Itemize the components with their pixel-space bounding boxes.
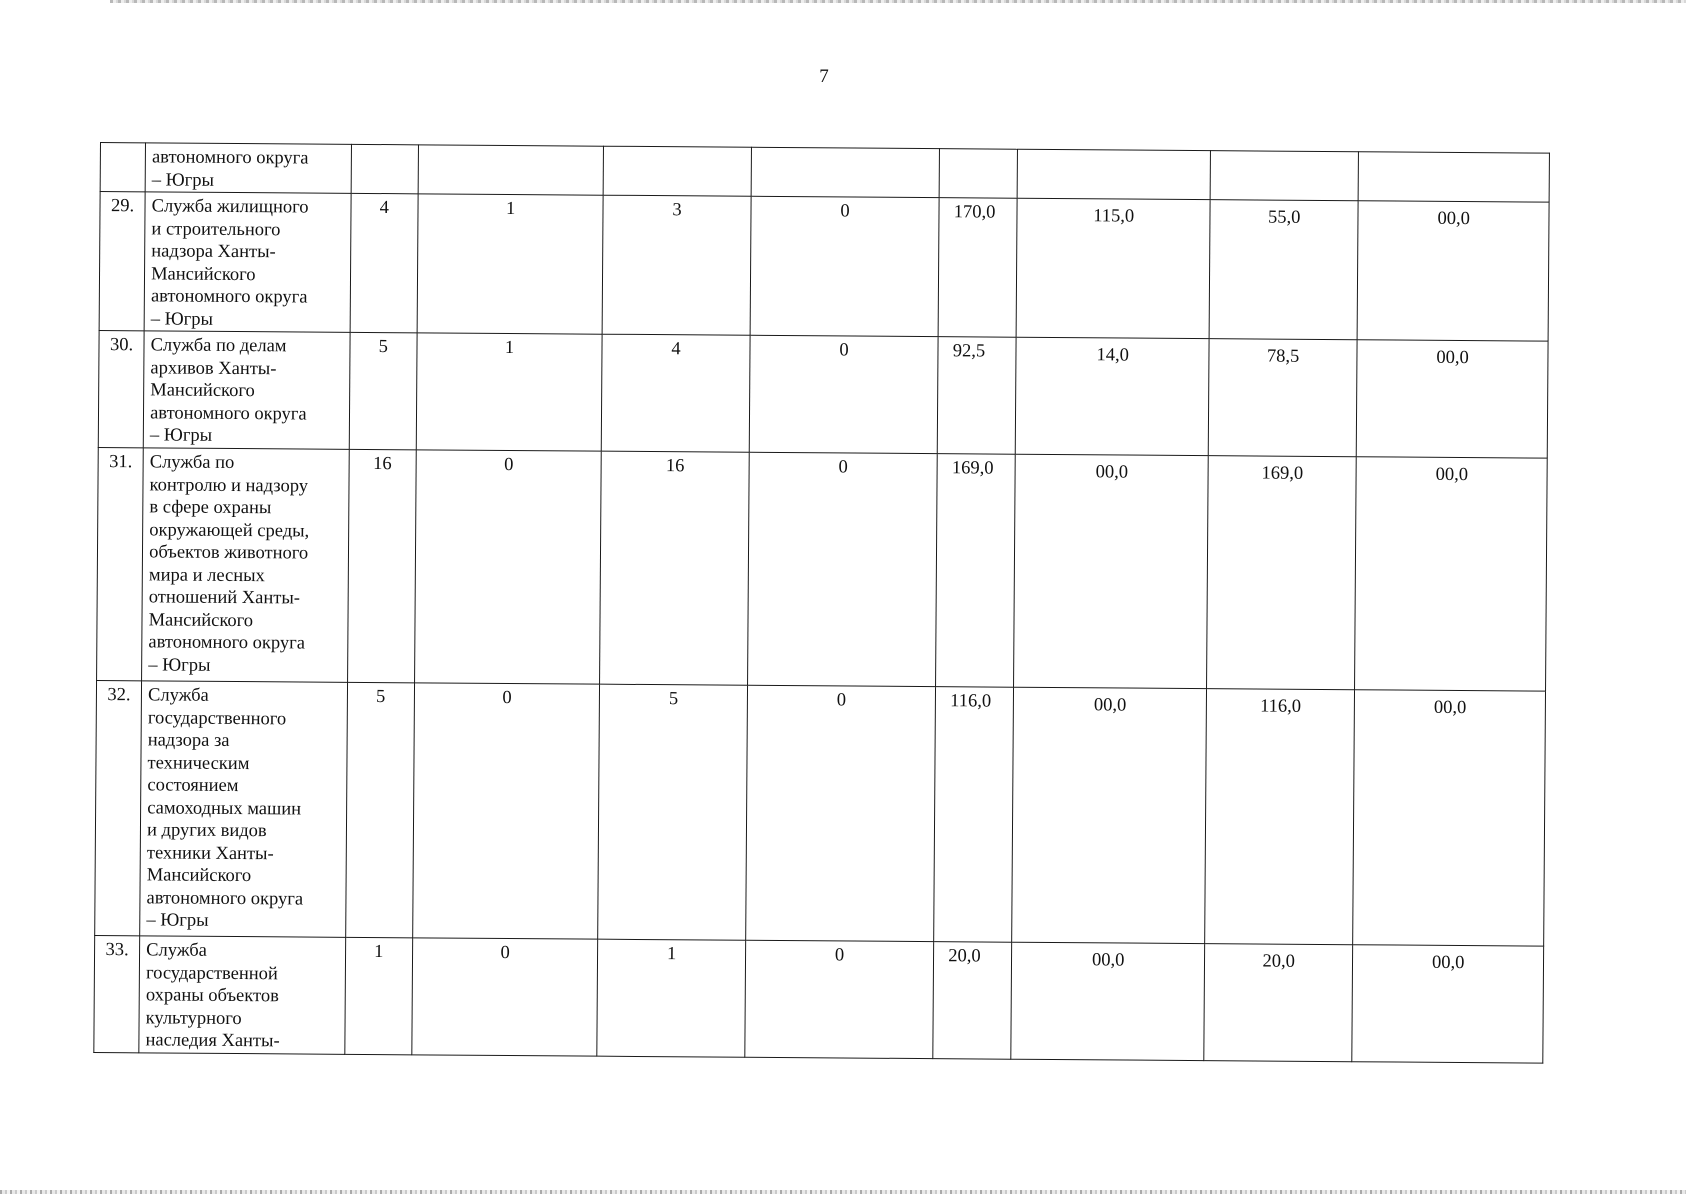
agency-name-line: техники Ханты- [146, 842, 274, 864]
agency-name-line: состоянием [147, 775, 239, 797]
page-number: 7 [819, 66, 829, 87]
value-cell: 0 [745, 685, 935, 941]
value-cell: 0 [412, 938, 598, 1056]
agency-name-line: Служба по делам [150, 335, 287, 357]
row-number: 31. [97, 447, 144, 680]
row-number: 30. [98, 330, 144, 447]
value-cell: 115,0 [1017, 198, 1211, 338]
agency-name-line: техническим [147, 752, 250, 774]
agency-name-line: объектов животного [149, 542, 309, 564]
agency-name-line: надзора за [147, 730, 230, 751]
agency-name-line: окружающей среды, [149, 519, 310, 542]
agency-name-line: самоходных машин [147, 797, 302, 819]
value-cell: 1 [416, 333, 602, 451]
agency-name-line: и строительного [151, 218, 281, 240]
table-body [94, 143, 1550, 1063]
agency-name-line: государственной [145, 962, 278, 984]
agency-name-line: – Югры [146, 910, 209, 931]
value-cell [351, 144, 419, 193]
value-cell: 0 [749, 335, 938, 453]
row-number: 29. [99, 192, 145, 331]
agency-name-line: контролю и надзору [149, 474, 309, 497]
value-cell: 116,0 [1205, 689, 1355, 945]
row-number: 33. [94, 935, 140, 1052]
agency-name-line: Служба [146, 940, 208, 961]
agency-name-line: автономного округа [146, 887, 304, 910]
value-cell: 0 [750, 196, 940, 336]
agency-name-line: и других видов [146, 820, 267, 842]
value-cell [1018, 149, 1211, 199]
value-cell [1210, 151, 1359, 201]
agency-name-line: – Югры [151, 169, 215, 191]
value-cell: 00,0 [1352, 945, 1543, 1063]
value-cell: 78,5 [1208, 339, 1357, 457]
value-cell: 20,0 [933, 942, 1012, 1059]
agency-name-line: надзора Ханты- [151, 241, 276, 263]
agency-name [142, 448, 349, 683]
agency-name-line: – Югры [148, 654, 211, 676]
value-cell: 0 [747, 452, 937, 686]
value-cell: 116,0 [934, 687, 1014, 943]
value-cell: 92,5 [938, 337, 1017, 455]
table-row [95, 680, 1546, 946]
value-cell: 4 [602, 334, 750, 452]
agency-name [140, 681, 347, 937]
value-cell [1359, 152, 1550, 202]
value-cell: 0 [413, 683, 600, 939]
table-row [94, 935, 1544, 1062]
value-cell [603, 146, 751, 196]
value-cell [418, 145, 604, 195]
agency-name-line: Мансийского [151, 263, 256, 285]
agency-name [139, 936, 345, 1054]
budget-table [93, 142, 1550, 1063]
value-cell: 169,0 [1207, 456, 1357, 690]
value-cell: 00,0 [1012, 687, 1206, 943]
value-cell: 169,0 [936, 454, 1016, 688]
agency-name-line: Служба по [149, 452, 235, 473]
agency-name-line: культурного [145, 1007, 242, 1029]
agency-name-line: – Югры [149, 425, 213, 446]
agency-name-line: архивов Ханты- [150, 357, 277, 379]
table-row [98, 330, 1548, 458]
value-cell: 16 [347, 449, 416, 682]
value-cell: 5 [598, 684, 747, 940]
value-cell: 1 [344, 937, 412, 1054]
agency-name-line: отношений Ханты- [148, 587, 301, 609]
value-cell: 0 [745, 940, 934, 1058]
value-cell: 170,0 [938, 198, 1017, 338]
agency-name-line: автономного округа [150, 402, 307, 425]
value-cell: 1 [597, 939, 745, 1057]
agency-name [143, 331, 349, 450]
scan-edge-bottom [0, 1190, 1686, 1194]
value-cell: 1 [417, 194, 604, 334]
row-number [100, 143, 145, 192]
agency-name-line: Служба [147, 685, 209, 706]
value-cell: 5 [345, 682, 414, 937]
agency-name-line: автономного округа [148, 632, 306, 654]
value-cell: 00,0 [1014, 454, 1208, 688]
value-cell: 00,0 [1357, 201, 1549, 341]
value-cell: 5 [349, 332, 417, 449]
value-cell [939, 149, 1018, 199]
value-cell: 20,0 [1204, 944, 1353, 1062]
value-cell: 0 [414, 450, 601, 684]
agency-name-line: Мансийского [148, 609, 254, 631]
value-cell: 00,0 [1355, 457, 1547, 691]
table-row [99, 192, 1549, 342]
agency-name-line: наследия Ханты- [145, 1030, 280, 1052]
value-cell: 14,0 [1016, 337, 1209, 455]
value-cell [751, 147, 940, 197]
agency-name-line: охраны объектов [145, 985, 279, 1007]
value-cell: 00,0 [1357, 340, 1548, 458]
value-cell: 4 [350, 193, 418, 332]
agency-name [145, 143, 351, 194]
value-cell: 00,0 [1011, 942, 1204, 1060]
value-cell: 16 [600, 451, 749, 685]
agency-name-line: автономного округа [150, 286, 308, 308]
table-row [97, 447, 1548, 691]
agency-name-line: автономного округа [151, 147, 309, 169]
agency-name-line: государственного [147, 707, 287, 729]
scan-edge-top [110, 0, 1686, 3]
value-cell: 55,0 [1209, 200, 1358, 340]
agency-name-line: Мансийского [146, 865, 252, 887]
value-cell: 00,0 [1353, 690, 1545, 946]
agency-name [144, 192, 351, 333]
row-number: 32. [95, 680, 142, 935]
agency-name-line: – Югры [150, 308, 214, 330]
value-cell: 3 [602, 195, 750, 335]
agency-name-line: в сфере охраны [149, 497, 272, 519]
agency-name-line: Мансийского [150, 380, 255, 402]
agency-name-line: мира и лесных [148, 564, 265, 586]
agency-name-line: Служба жилищного [151, 196, 309, 218]
